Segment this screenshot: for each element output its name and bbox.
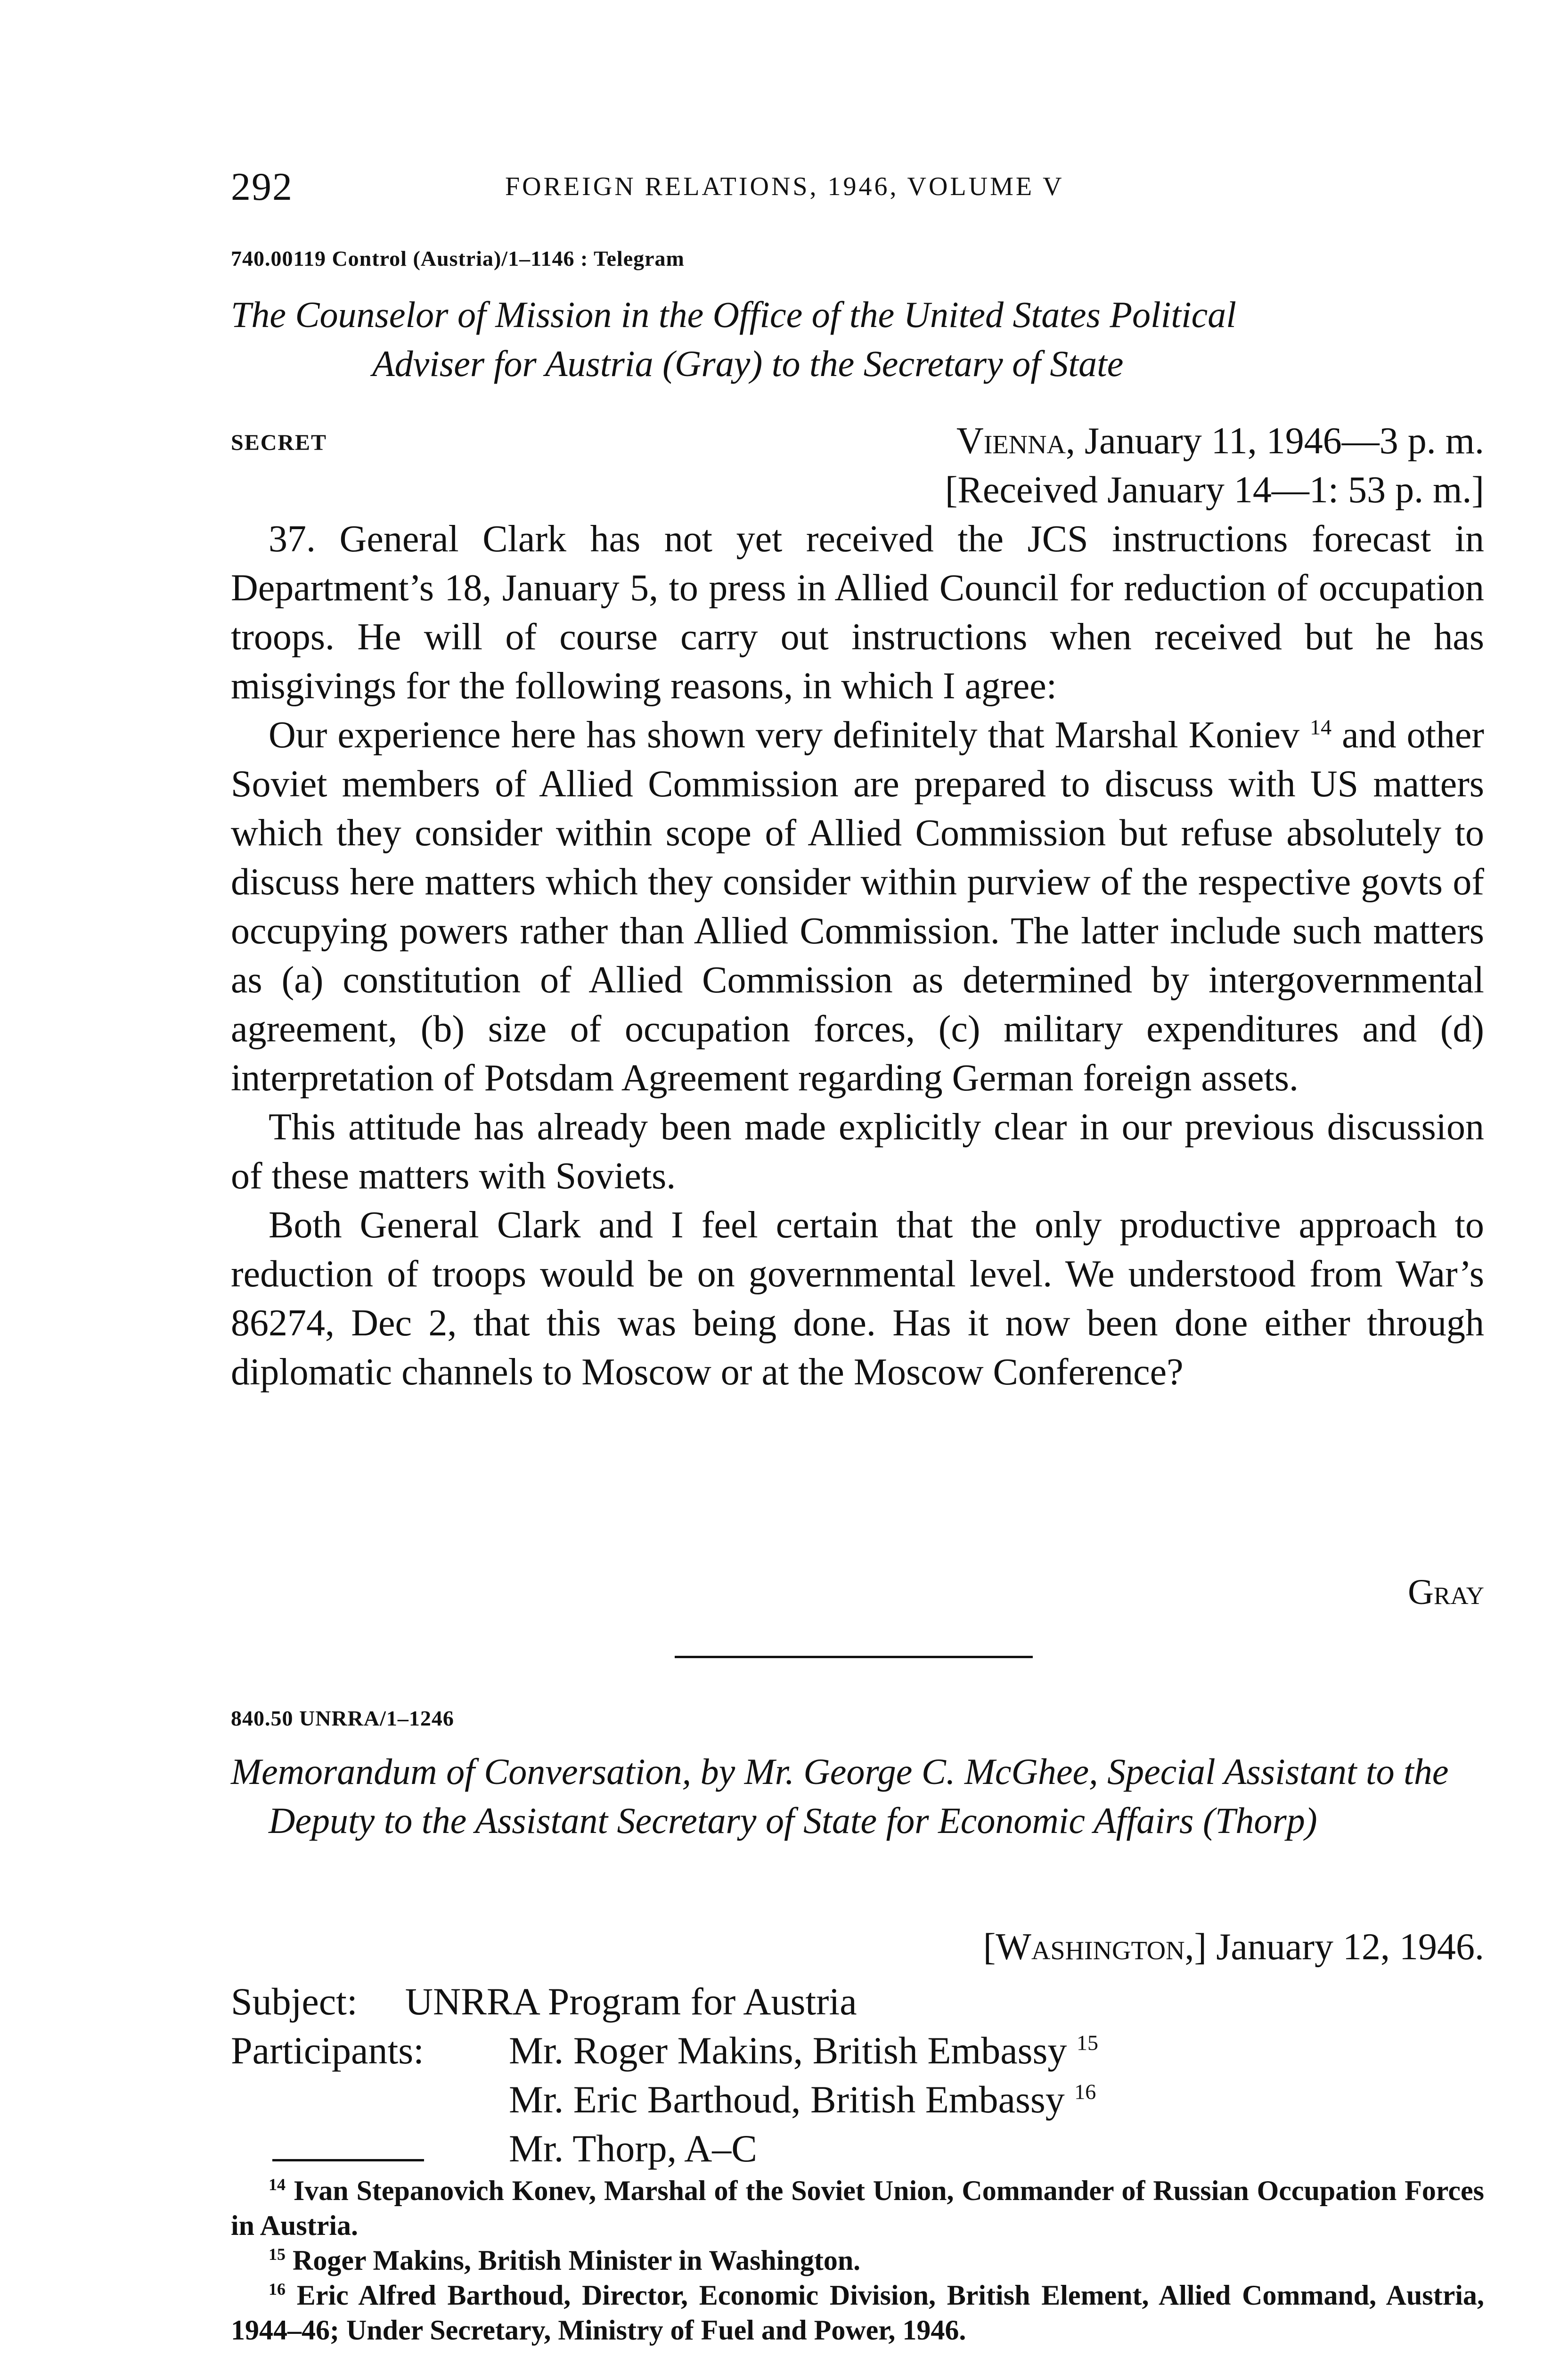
participant: Mr. Thorp, A–C (509, 2127, 757, 2170)
footnote-mark: 15 (269, 2245, 286, 2264)
dateline (956, 417, 1484, 466)
subject-row (231, 1977, 857, 2026)
footnotes (231, 2173, 1484, 2348)
footnote-text: Ivan Stepanovich Konev, Marshal of the Soviet Union, Commander of Russian Occupation Forces in Austria. (231, 2175, 1485, 2241)
footnote-ref: 16 (1074, 2079, 1096, 2104)
classification-label: SECRET (231, 430, 327, 455)
footnote-text: Roger Makins, British Minister in Washington. (293, 2245, 861, 2276)
footnote-ref: 14 (1310, 715, 1332, 739)
paragraph: Both General Clark and I feel certain that the only productive approach to reduction of troops would be on governmental level. We understood from War’s 86274, Dec 2, that this was being done. Has it now been done either through diplomatic channels to Moscow or at the Moscow Conference? (231, 1204, 1484, 1393)
footnote-mark: 16 (269, 2280, 286, 2299)
paragraph: This attitude has already been made explicitly clear in our previous discussion of these matters with Soviets. (231, 1106, 1484, 1197)
participant: Mr. Roger Makins, British Embassy $^{15}$ (509, 2029, 1098, 2072)
telegram-body (231, 515, 1484, 1397)
footnote-mark: 14 (269, 2175, 286, 2194)
subject-label: Subject: (231, 1980, 358, 2023)
received-line: [Received January 14—1: 53 p. m.] (945, 469, 1484, 511)
memo-date: January 12, 1946. (1207, 1926, 1484, 1968)
signature: Gray (1408, 1572, 1484, 1612)
paragraph: 37. General Clark has not yet received the JCS instructions forecast in Department’s 18, January 5, to press in Allied Council for reduction of occupation troops. He will of course carry out instructions when received but he has misgivings for the following reasons, in which I agree: (231, 518, 1484, 707)
dateline-place: Vienna (956, 420, 1066, 462)
footnote-ref: 15 (1076, 2030, 1098, 2055)
subject-value: UNRRA Program for Austria (405, 1980, 857, 2023)
paragraph (231, 711, 1484, 1103)
participants-label: Participants: (231, 2029, 424, 2072)
memorandum-title: Memorandum of Conversation, by Mr. George C. McGhee, Special Assistant to the Deputy to the Assistant Secretary of State for Economic Affairs (Thorp) (231, 1751, 1449, 1841)
page-number: 292 (231, 165, 293, 209)
document-title (231, 290, 1489, 388)
participants-list (509, 2026, 1098, 2173)
file-reference: 740.00119 Control (Austria)/1–1146 : Telegram (231, 246, 685, 270)
participants-block (231, 2026, 1484, 2177)
paragraph-end: and other Soviet members of Allied Commission are prepared to discuss with US matters which they consider within scope of Allied Commission but refuse absolutely to discuss here matters which they consider within purview of the respective govts of occupying powers rather than Allied Commission. The latter include such matters as (a) constitution of Allied Commission as determined by intergovernmental agreement, (b) size of occupation forces, (c) military expenditures and (d) interpretation of Potsdam Agreement regarding German foreign assets. (231, 714, 1484, 1099)
dateline-date: , January 11, 1946—3 p. m. (1065, 420, 1484, 462)
participant: Mr. Eric Barthoud, British Embassy $^{16}$ (509, 2078, 1096, 2121)
document-title-line2: Adviser for Austria (Gray) to the Secretary of State (372, 343, 1124, 384)
document-title-line1: The Counselor of Mission in the Office of the United States Political (231, 294, 1236, 335)
file-reference: 840.50 UNRRA/1–1246 (231, 1706, 454, 1730)
footnote-rule (272, 2159, 424, 2161)
running-title: FOREIGN RELATIONS, 1946, VOLUME V (505, 172, 1064, 201)
separator-rule (675, 1656, 1033, 1658)
footnote (231, 2243, 1484, 2278)
memo-place: [Washington,] (983, 1926, 1207, 1968)
running-head (231, 164, 1484, 216)
footnote (231, 2173, 1484, 2243)
paragraph-start: Our experience here has shown very definitely that Marshal Koniev (269, 714, 1300, 756)
footnote (231, 2278, 1484, 2348)
memo-dateline (983, 1922, 1484, 1972)
footnote-text: Eric Alfred Barthoud, Director, Economic Division, British Element, Allied Command, Austria, 1944–46; Under Secretary, Ministry of Fuel and Power, 1946. (231, 2280, 1484, 2346)
